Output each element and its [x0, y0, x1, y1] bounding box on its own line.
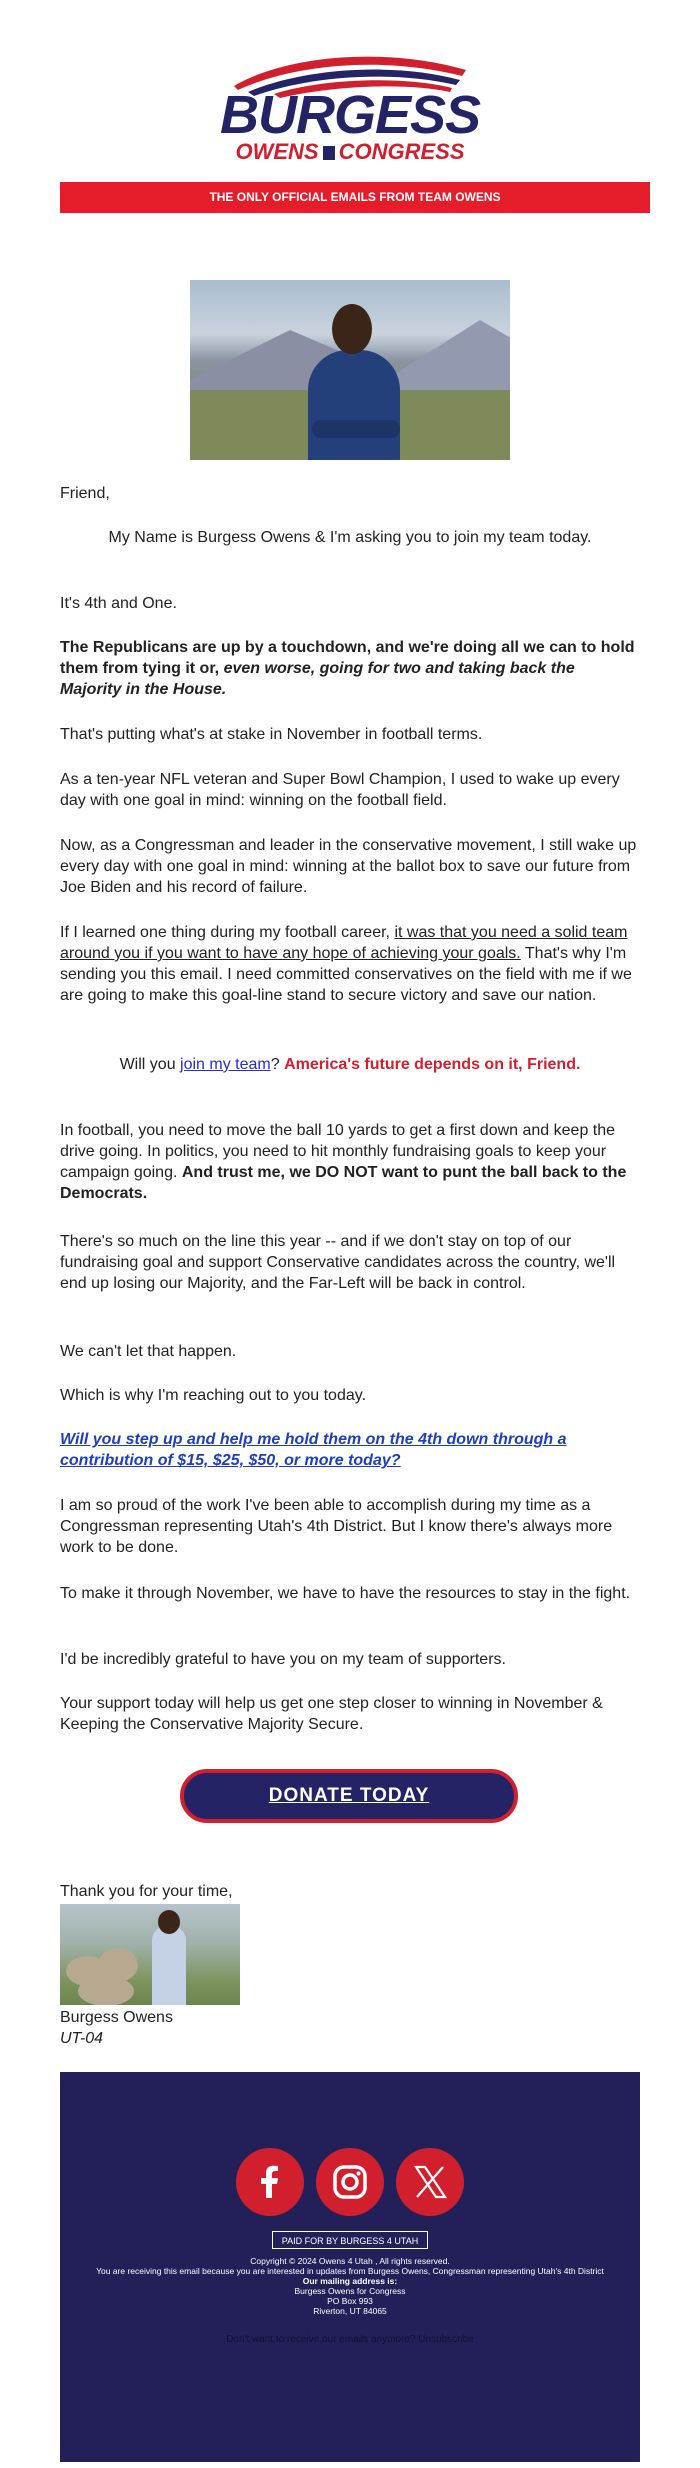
footer-mailing-label: Our mailing address is: — [302, 2276, 398, 2286]
join-my-team-link[interactable]: join my team — [180, 1056, 271, 1073]
facebook-icon — [250, 2162, 290, 2202]
p7-start: Will you — [119, 1056, 176, 1073]
paragraph-10: We can't let that happen. — [60, 1343, 237, 1360]
intro-text: My Name is Burgess Owens & I'm asking you to join my team today. — [108, 529, 592, 546]
logo-sub-left: OWENS — [235, 139, 319, 164]
paragraph-9: There's so much on the line this year -- and if we don't stay on top of our fundraising goal and support Conservative candidates across the country, we'll end up losing our Majority, and the Far-Left will be back in control. — [60, 1233, 616, 1292]
instagram-icon — [330, 2162, 370, 2202]
signature-title: UT-04 — [60, 2030, 103, 2047]
p6-underlined: it was that you need a solid team around you if you want to have any hope of achieving your goals. — [60, 924, 628, 962]
campaign-logo[interactable] — [214, 48, 486, 166]
x-icon — [410, 2162, 450, 2202]
logo-sub-right: CONGRESS — [338, 139, 465, 164]
p7-red-text: America's future depends on it, Friend. — [284, 1056, 581, 1073]
paragraph-14: To make it through November, we have to have the resources to stay in the fight. — [60, 1585, 631, 1602]
footer-address-2: PO Box 993 — [327, 2296, 373, 2306]
unsubscribe-link[interactable]: Don't want to receive our emails anymore? Unsubscribe — [226, 2334, 474, 2345]
p2-bold-italic: even worse, going for two and taking back the Majority in the House. — [60, 660, 575, 698]
signoff: Thank you for your time, — [60, 1883, 233, 1900]
signature-name: Burgess Owens — [60, 2009, 173, 2026]
p2-bold: The Republicans are up by a touchdown, and we're doing all we can to hold them from tying it or, — [60, 639, 635, 677]
paragraph-15: I'd be incredibly grateful to have you on my team of supporters. — [60, 1651, 506, 1668]
paragraph-7 — [60, 1054, 640, 1075]
paragraph-13: I am so proud of the work I've been able to accomplish during my time as a Congressman representing Utah's 4th District. But I know there's always more work to be done. — [60, 1497, 613, 1556]
footer-address-3: Riverton, UT 84065 — [313, 2306, 387, 2316]
paragraph-5: Now, as a Congressman and leader in the conservative movement, I still wake up every day with one goal in mind: winning at the ballot box to save our future from Joe Biden and his record of failure. — [60, 837, 637, 896]
paragraph-3: That's putting what's at stake in November in football terms. — [60, 726, 483, 743]
instagram-link[interactable] — [316, 2148, 384, 2216]
paragraph-8 — [60, 1120, 640, 1204]
contribution-ask-link[interactable]: Will you step up and help me hold them on the 4th down through a contribution of $15, $25, $50, or more today? — [60, 1431, 567, 1469]
footer-address-1: Burgess Owens for Congress — [294, 2286, 406, 2296]
paragraph-2 — [60, 637, 640, 700]
paragraph-11: Which is why I'm reaching out to you today. — [60, 1387, 367, 1404]
footer-receiving: You are receiving this email because you are interested in updates from Burgess Owens, Congressman representing Utah's 4th District — [96, 2266, 604, 2276]
utah-shape-icon — [323, 146, 335, 160]
x-link[interactable] — [396, 2148, 464, 2216]
paragraph-12 — [60, 1429, 640, 1471]
paragraph-16: Your support today will help us get one step closer to winning in November & Keeping the Conservative Majority Secure. — [60, 1695, 603, 1733]
donate-today-button[interactable]: DONATE TODAY — [180, 1769, 518, 1823]
p6-start: If I learned one thing during my football career, — [60, 924, 390, 941]
p6-end: That's why I'm sending you this email. I need committed conservatives on the field with me if we are going to make this goal-line stand to secure victory and save our nation. — [60, 945, 632, 1004]
p8-bold: And trust me, we DO NOT want to punt the ball back to the Democrats. — [60, 1164, 627, 1202]
p7-mark: ? — [270, 1056, 280, 1073]
facebook-link[interactable] — [236, 2148, 304, 2216]
paragraph-4: As a ten-year NFL veteran and Super Bowl Champion, I used to wake up every day with one goal in mind: winning on the football field. — [60, 771, 620, 809]
paragraph-1: It's 4th and One. — [60, 595, 177, 612]
logo-subtitle — [214, 140, 486, 164]
official-emails-banner: THE ONLY OFFICIAL EMAILS FROM TEAM OWENS — [60, 182, 650, 213]
logo-name: BURGESS — [219, 85, 481, 145]
paragraph-6 — [60, 922, 640, 1006]
paid-for-disclaimer: PAID FOR BY BURGESS 4 UTAH — [272, 2231, 428, 2249]
greeting: Friend, — [60, 485, 110, 502]
signature-photo — [60, 1904, 240, 2005]
footer-copyright: Copyright © 2024 Owens 4 Utah , All rights reserved. — [250, 2256, 450, 2266]
p8-start: In football, you need to move the ball 10 yards to get a first down and keep the drive going. In politics, you need to hit monthly fundraising goals to keep your campaign going. — [60, 1122, 616, 1181]
hero-photo — [190, 280, 510, 460]
